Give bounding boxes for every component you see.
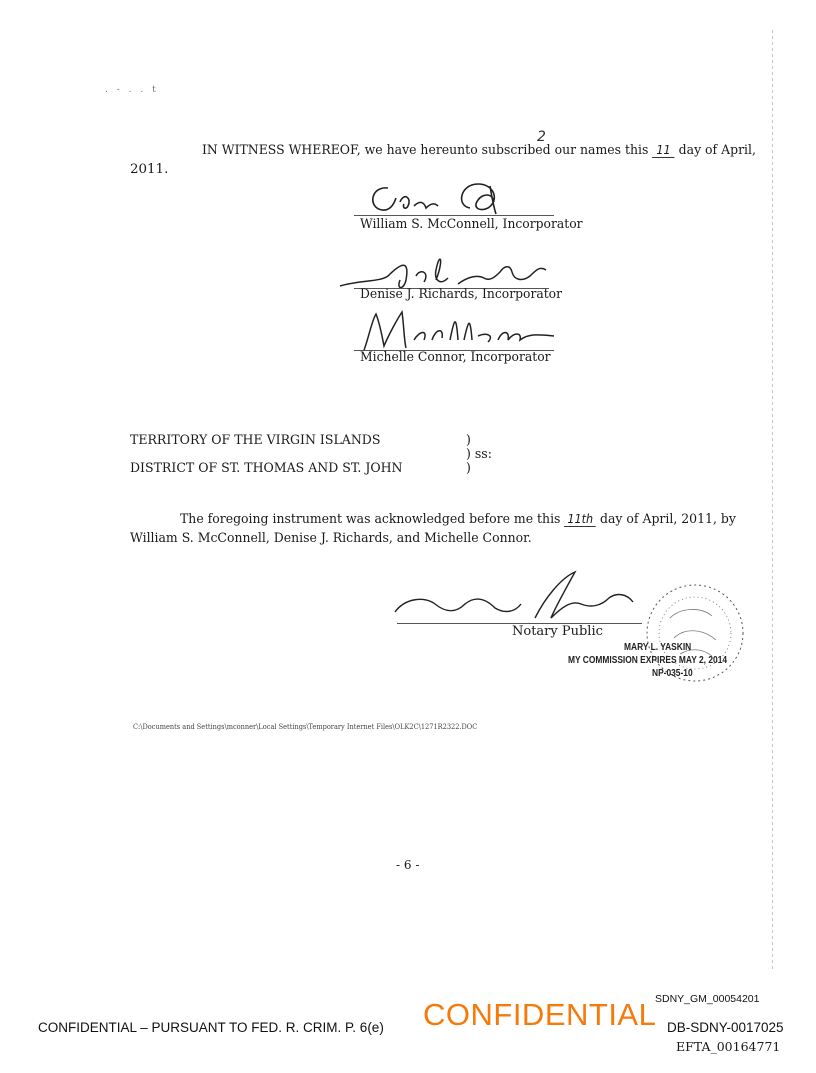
acknowledgment-day-handwritten: 11th	[564, 512, 596, 527]
venue-ss: ) ss:	[466, 447, 492, 462]
page-number: - 6 -	[396, 858, 420, 872]
handwritten-signature-mcconnell	[360, 178, 560, 218]
witness-day-handwritten: 11	[652, 143, 674, 158]
notary-label: Notary Public	[512, 624, 603, 639]
handwritten-signature-connor	[358, 310, 558, 352]
venue-territory: TERRITORY OF THE VIRGIN ISLANDS	[130, 433, 381, 448]
footer-bates-number: DB-SDNY-0017025	[667, 1020, 784, 1035]
signature-line-mcconnell	[354, 215, 554, 216]
acknowledgment-lead: The foregoing instrument was acknowledged before me this	[180, 512, 561, 527]
notary-stamp-name: MARY L. YASKIN	[624, 641, 692, 653]
signatory-label-mcconnell: William S. McConnell, Incorporator	[360, 217, 583, 232]
venue-paren-bottom: )	[466, 461, 471, 476]
handwritten-signature-notary	[395, 568, 635, 628]
scan-specks: . - . . t	[105, 85, 159, 95]
witness-clause	[202, 143, 756, 158]
notary-stamp-expiry: MY COMMISSION EXPIRES MAY 2, 2014	[568, 654, 728, 666]
acknowledgment-line2: William S. McConnell, Denise J. Richards, and Michelle Connor.	[130, 531, 532, 546]
footer-confidential-notice: CONFIDENTIAL – PURSUANT TO FED. R. CRIM. P. 6(e)	[38, 1020, 384, 1035]
witness-year: 2011.	[130, 162, 169, 177]
witness-tail: day of April,	[678, 143, 756, 158]
venue-paren-top: )	[466, 433, 471, 448]
footer-efta-number: EFTA_00164771	[676, 1039, 781, 1054]
witness-lead: IN WITNESS WHEREOF, we have hereunto subscribed our names this	[202, 143, 649, 158]
acknowledgment-line1	[180, 512, 736, 527]
document-file-path: C:\Documents and Settings\mconner\Local Settings\Temporary Internet Files\OLK2C\1271R2322.DOC	[133, 722, 478, 731]
scan-edge-line	[772, 30, 773, 970]
acknowledgment-tail: day of April, 2011, by	[599, 512, 736, 527]
confidential-stamp: CONFIDENTIAL	[423, 997, 657, 1032]
bates-number-top: SDNY_GM_00054201	[655, 993, 760, 1005]
witness-day-superscript: 2	[537, 129, 546, 145]
signatory-label-connor: Michelle Connor, Incorporator	[360, 350, 551, 365]
venue-district: DISTRICT OF ST. THOMAS AND ST. JOHN	[130, 461, 403, 476]
notary-stamp-number: NP-035-10	[652, 667, 693, 679]
signatory-label-richards: Denise J. Richards, Incorporator	[360, 287, 563, 302]
